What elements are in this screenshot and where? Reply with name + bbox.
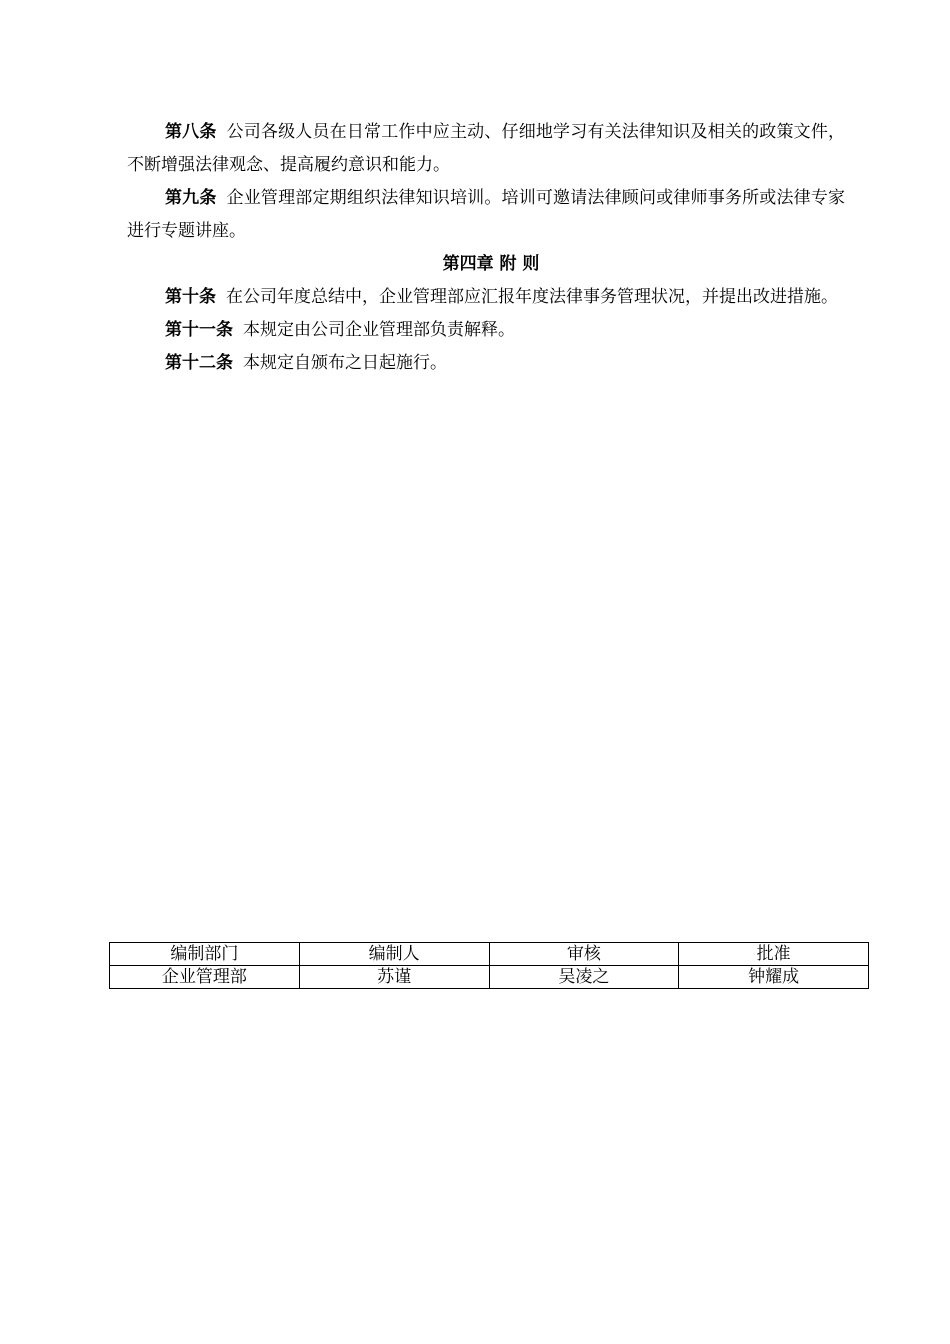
header-cell-review: 审核 [489,943,679,966]
article-text: 公司各级人员在日常工作中应主动、仔细地学习有关法律知识及相关的政策文件，不断增强法律观念、提高履约意识和能力。 [127,122,846,175]
article-8 [127,116,845,182]
article-10 [127,281,845,314]
value-cell-author: 苏谨 [299,966,489,989]
article-12 [127,347,845,380]
approval-header-row [110,943,869,966]
article-label: 第十条 [165,287,216,307]
value-cell-review: 吴凌之 [489,966,679,989]
article-11 [127,314,845,347]
approval-value-row [110,966,869,989]
approval-table [109,942,869,989]
article-9 [127,182,845,248]
article-text: 在公司年度总结中，企业管理部应汇报年度法律事务管理状况，并提出改进措施。 [226,287,838,307]
header-cell-approve: 批准 [679,943,869,966]
chapter-title: 第四章 附 则 [442,254,540,274]
article-text: 本规定自颁布之日起施行。 [243,353,447,373]
document-body [127,116,845,380]
article-text: 本规定由公司企业管理部负责解释。 [243,320,515,340]
article-label: 第十一条 [165,320,233,340]
header-cell-department: 编制部门 [110,943,300,966]
header-cell-author: 编制人 [299,943,489,966]
value-cell-approve: 钟耀成 [679,966,869,989]
article-label: 第八条 [165,122,217,142]
value-cell-department: 企业管理部 [110,966,300,989]
article-label: 第十二条 [165,353,233,373]
article-text: 企业管理部定期组织法律知识培训。培训可邀请法律顾问或律师事务所或法律专家进行专题讲座。 [127,188,846,241]
article-label: 第九条 [165,188,217,208]
